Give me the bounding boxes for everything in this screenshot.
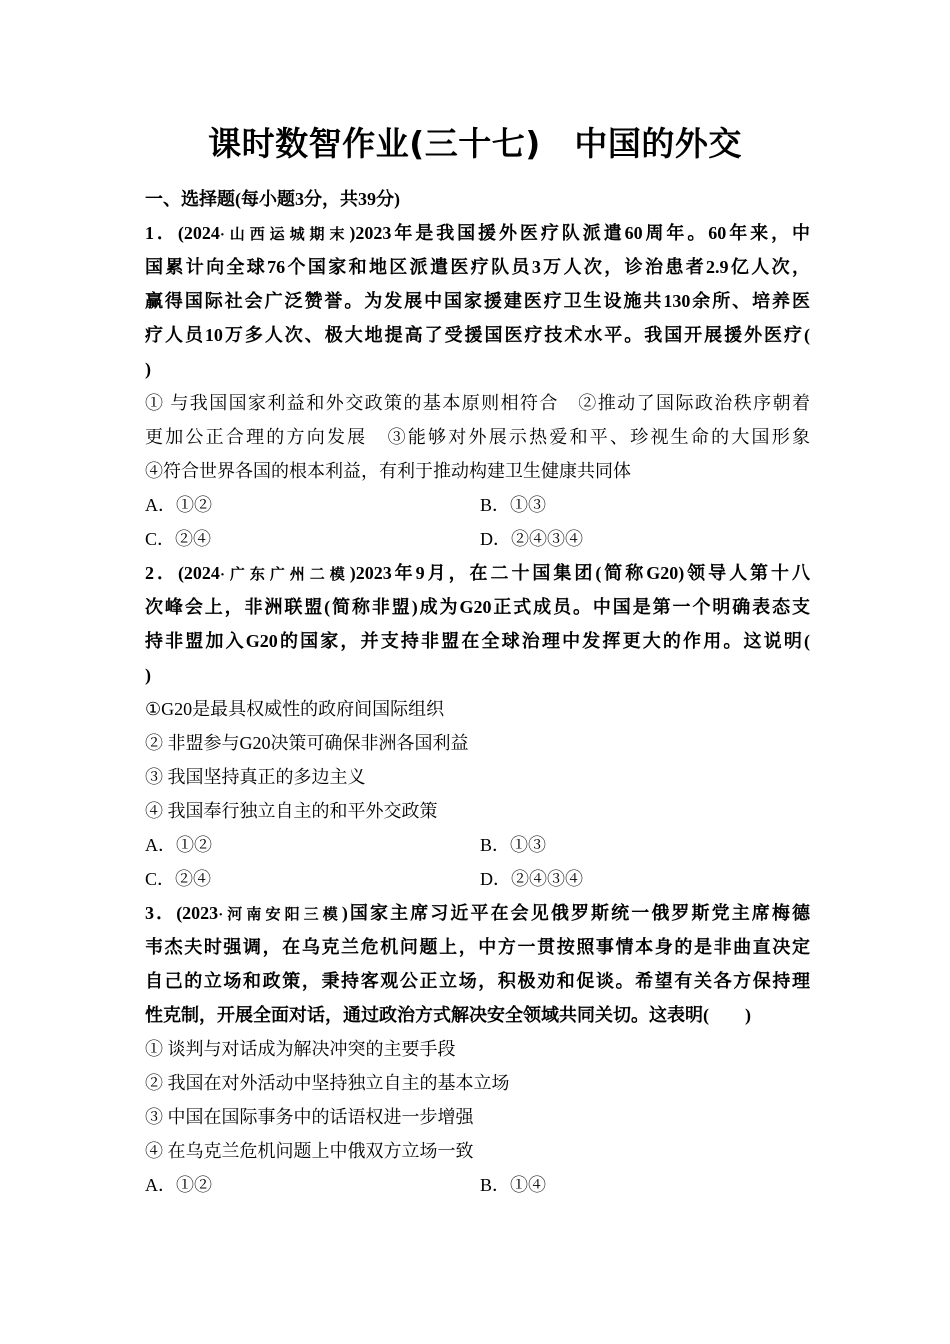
section-heading: 一、选择题(每小题3分，共39分) bbox=[145, 189, 400, 209]
question-source: ·河南安阳三模 bbox=[218, 907, 342, 923]
question-content bbox=[145, 182, 810, 1202]
option-c[interactable]: C．②④ bbox=[145, 529, 212, 549]
question-2-first-line: 2．(2024·广东广州二模)2023年9月，在二十国集团(简称G20)领导人第十八 bbox=[145, 563, 810, 583]
statement-item: 更加公正合理的方向发展 ③能够对外展示热爱和平、珍视生命的大国形象 bbox=[145, 427, 810, 447]
statement-item: ③ 我国坚持真正的多边主义 bbox=[145, 767, 366, 787]
question-number: 3． bbox=[145, 903, 177, 923]
statement-item: ④ 我国奉行独立自主的和平外交政策 bbox=[145, 801, 438, 821]
question-number: 1． bbox=[145, 223, 178, 243]
answer-bracket: ) bbox=[145, 359, 151, 379]
question-3-line: 性克制，开展全面对话，通过政治方式解决安全领域共同关切。这表明( ) bbox=[145, 1005, 751, 1025]
question-number: 2． bbox=[145, 563, 178, 583]
option-b[interactable]: B．①④ bbox=[480, 1175, 547, 1195]
answer-options-row bbox=[145, 488, 810, 522]
question-3-line: 自己的立场和政策，秉持客观公正立场，积极劝和促谈。希望有关各方保持理 bbox=[145, 971, 810, 991]
answer-options-row bbox=[145, 1168, 810, 1202]
option-a[interactable]: A．①② bbox=[145, 835, 212, 855]
option-b[interactable]: B．①③ bbox=[480, 835, 547, 855]
option-c[interactable]: C．②④ bbox=[145, 869, 212, 889]
statement-item: ①G20是最具权威性的政府间国际组织 bbox=[145, 699, 445, 719]
statement-item: ④ 在乌克兰危机问题上中俄双方立场一致 bbox=[145, 1141, 474, 1161]
question-3-line: 韦杰夫时强调，在乌克兰危机问题上，中方一贯按照事情本身的是非曲直决定 bbox=[145, 937, 810, 957]
statement-item: ① 与我国国家利益和外交政策的基本原则相符合 ②推动了国际政治秩序朝着 bbox=[145, 393, 810, 413]
question-1-line: 国累计向全球76个国家和地区派遣医疗队员3万人次，诊治患者2.9亿人次， bbox=[145, 257, 810, 277]
question-2-line: 次峰会上，非洲联盟(简称非盟)成为G20正式成员。中国是第一个明确表态支 bbox=[145, 597, 810, 617]
answer-options-row bbox=[145, 522, 810, 556]
statement-item: ③ 中国在国际事务中的话语权进一步增强 bbox=[145, 1107, 474, 1127]
statement-item: ① 谈判与对话成为解决冲突的主要手段 bbox=[145, 1039, 456, 1059]
question-2-line: 持非盟加入G20的国家，并支持非盟在全球治理中发挥更大的作用。这说明( bbox=[145, 631, 810, 651]
option-d[interactable]: D．②④③④ bbox=[480, 529, 583, 549]
answer-options-row bbox=[145, 862, 810, 896]
statement-item: ④符合世界各国的根本利益，有利于推动构建卫生健康共同体 bbox=[145, 461, 631, 481]
question-source: ·山西运城期末 bbox=[219, 227, 350, 243]
question-source: ·广东广州二模 bbox=[219, 567, 350, 583]
question-3-first-line: 3．(2023·河南安阳三模)国家主席习近平在会见俄罗斯统一俄罗斯党主席梅德 bbox=[145, 903, 810, 923]
option-a[interactable]: A．①② bbox=[145, 495, 212, 515]
statement-item: ② 我国在对外活动中坚持独立自主的基本立场 bbox=[145, 1073, 510, 1093]
statement-item: ② 非盟参与G20决策可确保非洲各国利益 bbox=[145, 733, 469, 753]
question-1-first-line: 1．(2024·山西运城期末)2023年是我国援外医疗队派遣60周年。60年来，中 bbox=[145, 223, 811, 243]
option-b[interactable]: B．①③ bbox=[480, 495, 547, 515]
answer-bracket: ) bbox=[145, 665, 151, 685]
option-d[interactable]: D．②④③④ bbox=[480, 869, 583, 889]
answer-options-row bbox=[145, 828, 810, 862]
question-1-line: 疗人员10万多人次、极大地提高了受援国医疗技术水平。我国开展援外医疗( bbox=[145, 325, 810, 345]
question-1-line: 赢得国际社会广泛赞誉。为发展中国家援建医疗卫生设施共130余所、培养医 bbox=[145, 291, 810, 311]
page-title: 课时数智作业(三十七) 中国的外交 bbox=[208, 124, 742, 163]
option-a[interactable]: A．①② bbox=[145, 1175, 212, 1195]
